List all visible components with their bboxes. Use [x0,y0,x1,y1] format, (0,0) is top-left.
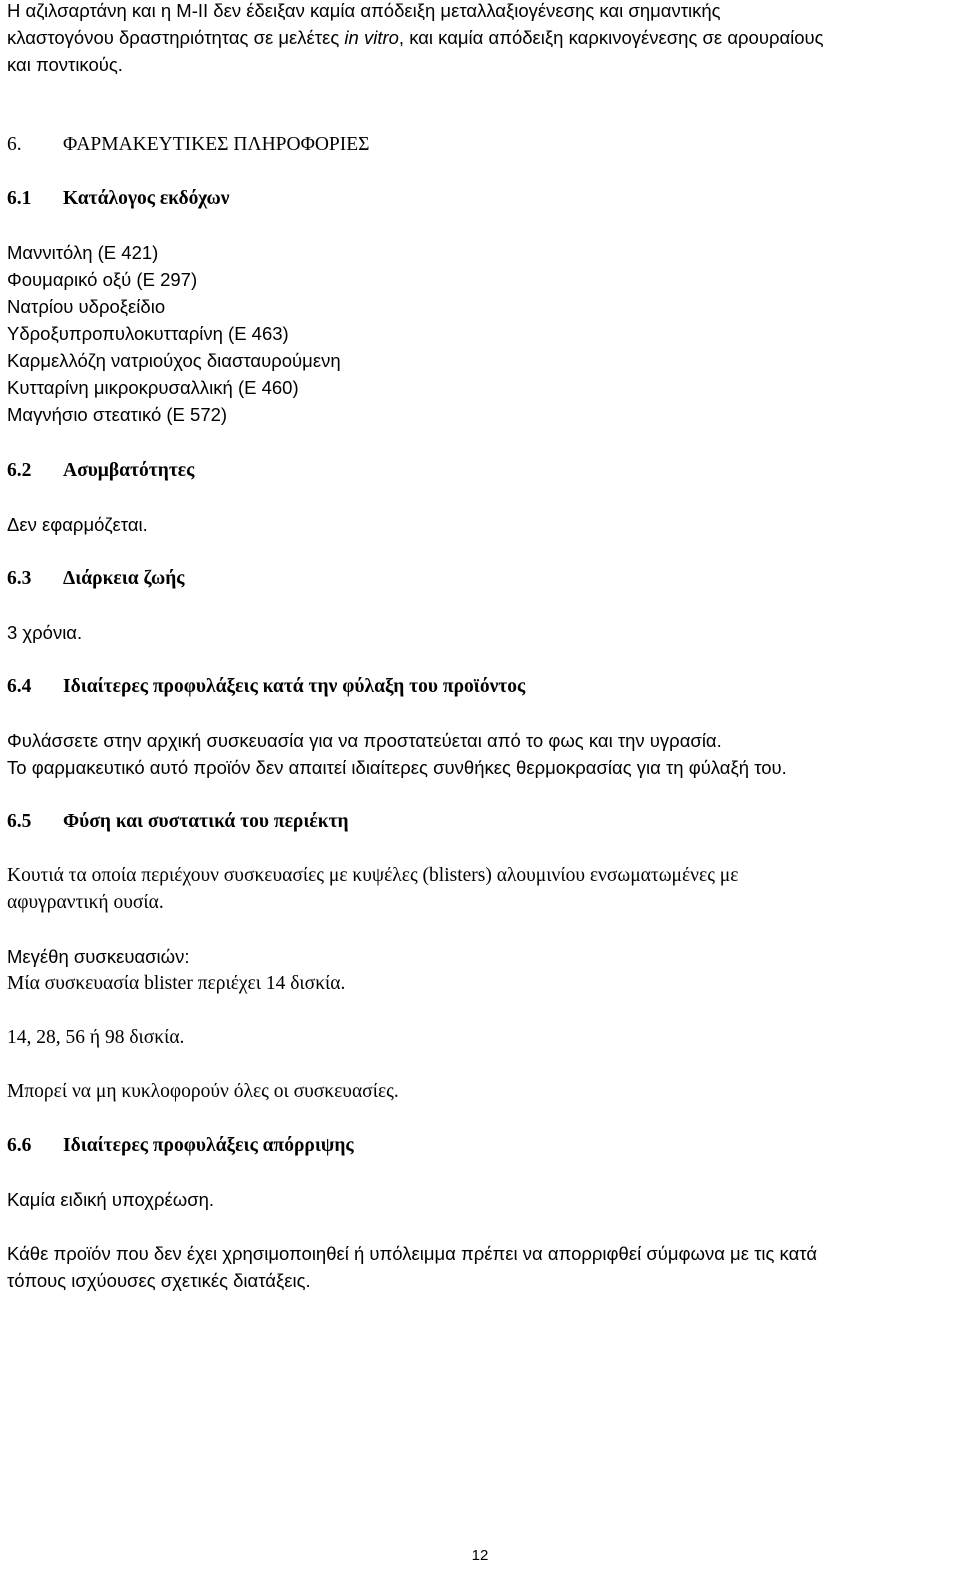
pack-sizes-text: Μία συσκευασία blister περιέχει 14 δισκία. [7,973,346,994]
excipients-list [7,239,953,428]
excipient-item: Νατρίου υδροξείδιο [7,296,166,317]
excipient-item: Μαννιτόλη (E 421) [7,242,159,263]
intro-line: Η αζιλσαρτάνη και η M-II δεν έδειξαν καμία απόδειξη μεταλλαξιογένεσης και σημαντικής [7,0,721,21]
section-number: 6.2 [7,460,32,481]
section-6-4-heading [7,673,953,700]
section-title: Ιδιαίτερες προφυλάξεις κατά την φύλαξη του προϊόντος [63,676,526,697]
section-6-3-text: 3 χρόνια. [7,622,83,643]
intro-line: και ποντικούς. [7,54,123,75]
section-title: ΦΑΡΜΑΚΕΥΤΙΚΕΣ ΠΛΗΡΟΦΟΡΙΕΣ [63,134,370,155]
section-6-6-heading [7,1132,953,1159]
section-number: 6.6 [7,1135,32,1156]
section-title: Κατάλογος εκδόχων [63,188,230,209]
text-line: Φυλάσσετε στην αρχική συσκευασία για να προστατεύεται από το φως και την υγρασία. [7,730,722,751]
section-6-heading [7,131,953,158]
marketing-note: Μπορεί να μη κυκλοφορούν όλες οι συσκευασίες. [7,1081,399,1102]
section-title: Διάρκεια ζωής [63,568,185,589]
page-number: 12 [471,1547,489,1564]
container-description [7,862,953,916]
disposal-paragraph [7,1240,953,1294]
text-line: αφυγραντική ουσία. [7,892,164,913]
section-6-5-heading [7,808,953,835]
excipient-item: Μαγνήσιο στεατικό (E 572) [7,404,228,425]
section-6-2-heading [7,457,953,484]
text-line: Κουτιά τα οποία περιέχουν συσκευασίες με κυψέλες (blisters) αλουμινίου ενσωματωμένες με [7,865,739,886]
section-title: Ιδιαίτερες προφυλάξεις απόρριψης [63,1135,354,1156]
text-line: Κάθε προϊόν που δεν έχει χρησιμοποιηθεί ή υπόλειμμα πρέπει να απορριφθεί σύμφωνα με τις κατά [7,1243,818,1264]
section-number: 6. [7,134,22,155]
section-6-2-text: Δεν εφαρμόζεται. [7,514,148,535]
section-number: 6.5 [7,811,32,832]
section-number: 6.3 [7,568,32,589]
section-6-4-text [7,727,953,781]
excipient-item: Καρμελλόζη νατριούχος διασταυρούμενη [7,350,341,371]
excipient-item: Υδροξυπροπυλοκυτταρίνη (E 463) [7,323,289,344]
tablet-counts: 14, 28, 56 ή 98 δισκία. [7,1027,185,1048]
text-line: τόπους ισχύουσες σχετικές διατάξεις. [7,1270,311,1291]
text-line: Το φαρμακευτικό αυτό προϊόν δεν απαιτεί ιδιαίτερες συνθήκες θερμοκρασίας για τη φύλαξή του. [7,757,787,778]
section-number: 6.4 [7,676,32,697]
intro-paragraph [7,0,953,78]
section-title: Φύση και συστατικά του περιέκτη [63,811,349,832]
intro-line: κλαστογόνου δραστηριότητας σε μελέτες in vitro, και καμία απόδειξη καρκινογένεσης σε αρουραίους [7,27,824,48]
section-number: 6.1 [7,188,32,209]
in-vitro-italic: in vitro [344,27,399,48]
section-6-6-text: Καμία ειδική υποχρέωση. [7,1189,215,1210]
section-6-1-heading [7,185,953,212]
section-6-3-heading [7,565,953,592]
pack-sizes-label: Μεγέθη συσκευασιών: [7,946,190,967]
excipient-item: Κυτταρίνη μικροκρυσαλλική (E 460) [7,377,299,398]
excipient-item: Φουμαρικό οξύ (E 297) [7,269,198,290]
section-title: Ασυμβατότητες [63,460,195,481]
